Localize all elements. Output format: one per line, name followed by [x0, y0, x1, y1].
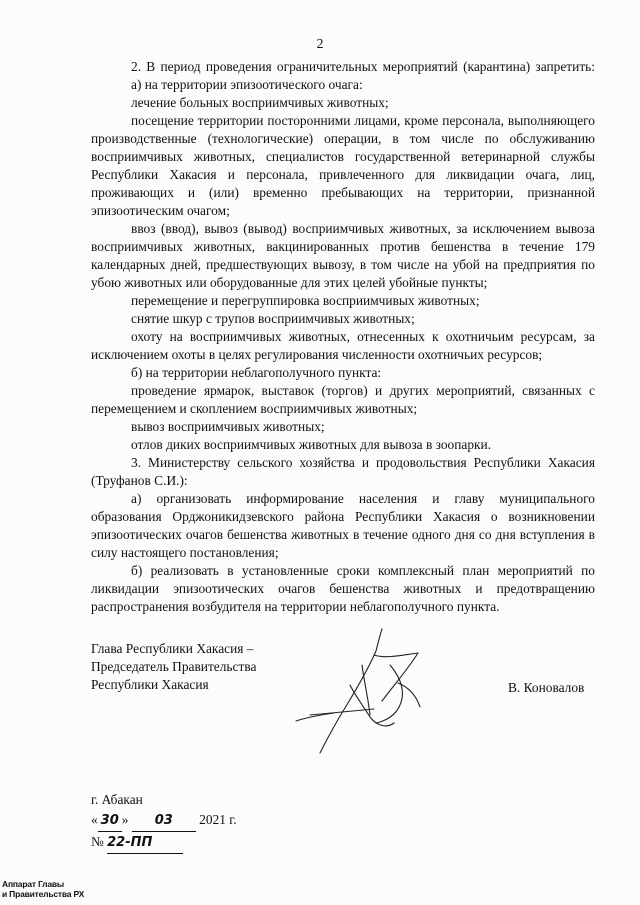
paragraph: 2. В период проведения ограничительных мероприятий (карантина) запретить:	[131, 59, 595, 74]
paragraph: б) реализовать в установленные сроки комплексный план мероприятий по ликвидации эпизоотических очагов бешенства животных и предотвращению распространения возбудителя на территории неблагополучного пункта.	[91, 563, 595, 614]
document-number: 22-ПП	[107, 833, 183, 854]
paragraph: отлов диких восприимчивых животных для вывоза в зоопарки.	[131, 437, 492, 452]
signatory-title-line: Председатель Правительства	[91, 659, 257, 674]
paragraph: ввоз (ввод), вывоз (вывод) восприимчивых животных, за исключением вывоза восприимчивых животных, вакцинированных против бешенства в течение 179 календарных дней, предшествующих вывозу, в том числе на убой на предприятия по убою животных или оборудованные для этих целей убойные пункты;	[91, 221, 595, 290]
paragraph: снятие шкур с трупов восприимчивых животных;	[131, 311, 415, 326]
page-number: 2	[316, 37, 324, 52]
paragraph: вывоз восприимчивых животных;	[131, 419, 325, 434]
stamp-line: Аппарат Главы	[2, 879, 64, 889]
paragraph: посещение территории посторонними лицами, кроме персонала, выполняющего производственные (технологические) операции, в том числе по обслуживанию восприимчивых животных, специалистов государственной ветеринарной службы Республики Хакасия и персонала, привлеченного для ликвидации очага, лиц, проживающих и (или) временно пребывающих на территории, признанной эпизоотическим очагом;	[91, 113, 595, 218]
paragraph: б) на территории неблагополучного пункта:	[131, 365, 382, 380]
date-quote-open: «	[91, 812, 98, 827]
paragraph: 3. Министерству сельского хозяйства и продовольствия Республики Хакасия (Труфанов С.И.):	[91, 455, 595, 488]
handwritten-signature	[290, 625, 450, 760]
paragraph: лечение больных восприимчивых животных;	[131, 95, 389, 110]
paragraph: охоту на восприимчивых животных, отнесенных к охотничьим ресурсам, за исключением охоты в целях регулирования численности охотничьих ресурсов;	[91, 329, 595, 362]
paragraph: а) организовать информирование населения и главу муниципального образования Орджоникидзевского района Республики Хакасия о возникновении эпизоотических очагов бешенства животных в течение одного дня со дня вступления в силу настоящего постановления;	[91, 491, 595, 560]
city: г. Абакан	[91, 792, 143, 807]
signatory-title	[91, 640, 256, 694]
paragraph: а) на территории эпизоотического очага:	[131, 77, 363, 92]
date-year: 2021 г.	[199, 812, 237, 827]
place-and-date	[91, 790, 237, 854]
number-label: №	[91, 834, 104, 849]
signatory-title-line: Глава Республики Хакасия –	[91, 641, 254, 656]
number-line	[91, 832, 237, 854]
office-stamp	[2, 879, 84, 899]
date-quote-close: »	[121, 812, 129, 827]
document-body	[91, 58, 595, 616]
paragraph: проведение ярмарок, выставок (торгов) и других мероприятий, связанных с перемещением и скоплением восприимчивых животных;	[91, 383, 595, 416]
signatory-title-line: Республики Хакасия	[91, 677, 209, 692]
paragraph: перемещение и перегруппировка восприимчивых животных;	[131, 293, 480, 308]
date-month: 03	[132, 811, 196, 832]
date-line	[91, 810, 237, 832]
date-day: 30	[98, 811, 122, 832]
signer-name: В. Коновалов	[508, 680, 585, 695]
stamp-line: и Правительства РХ	[2, 889, 85, 899]
